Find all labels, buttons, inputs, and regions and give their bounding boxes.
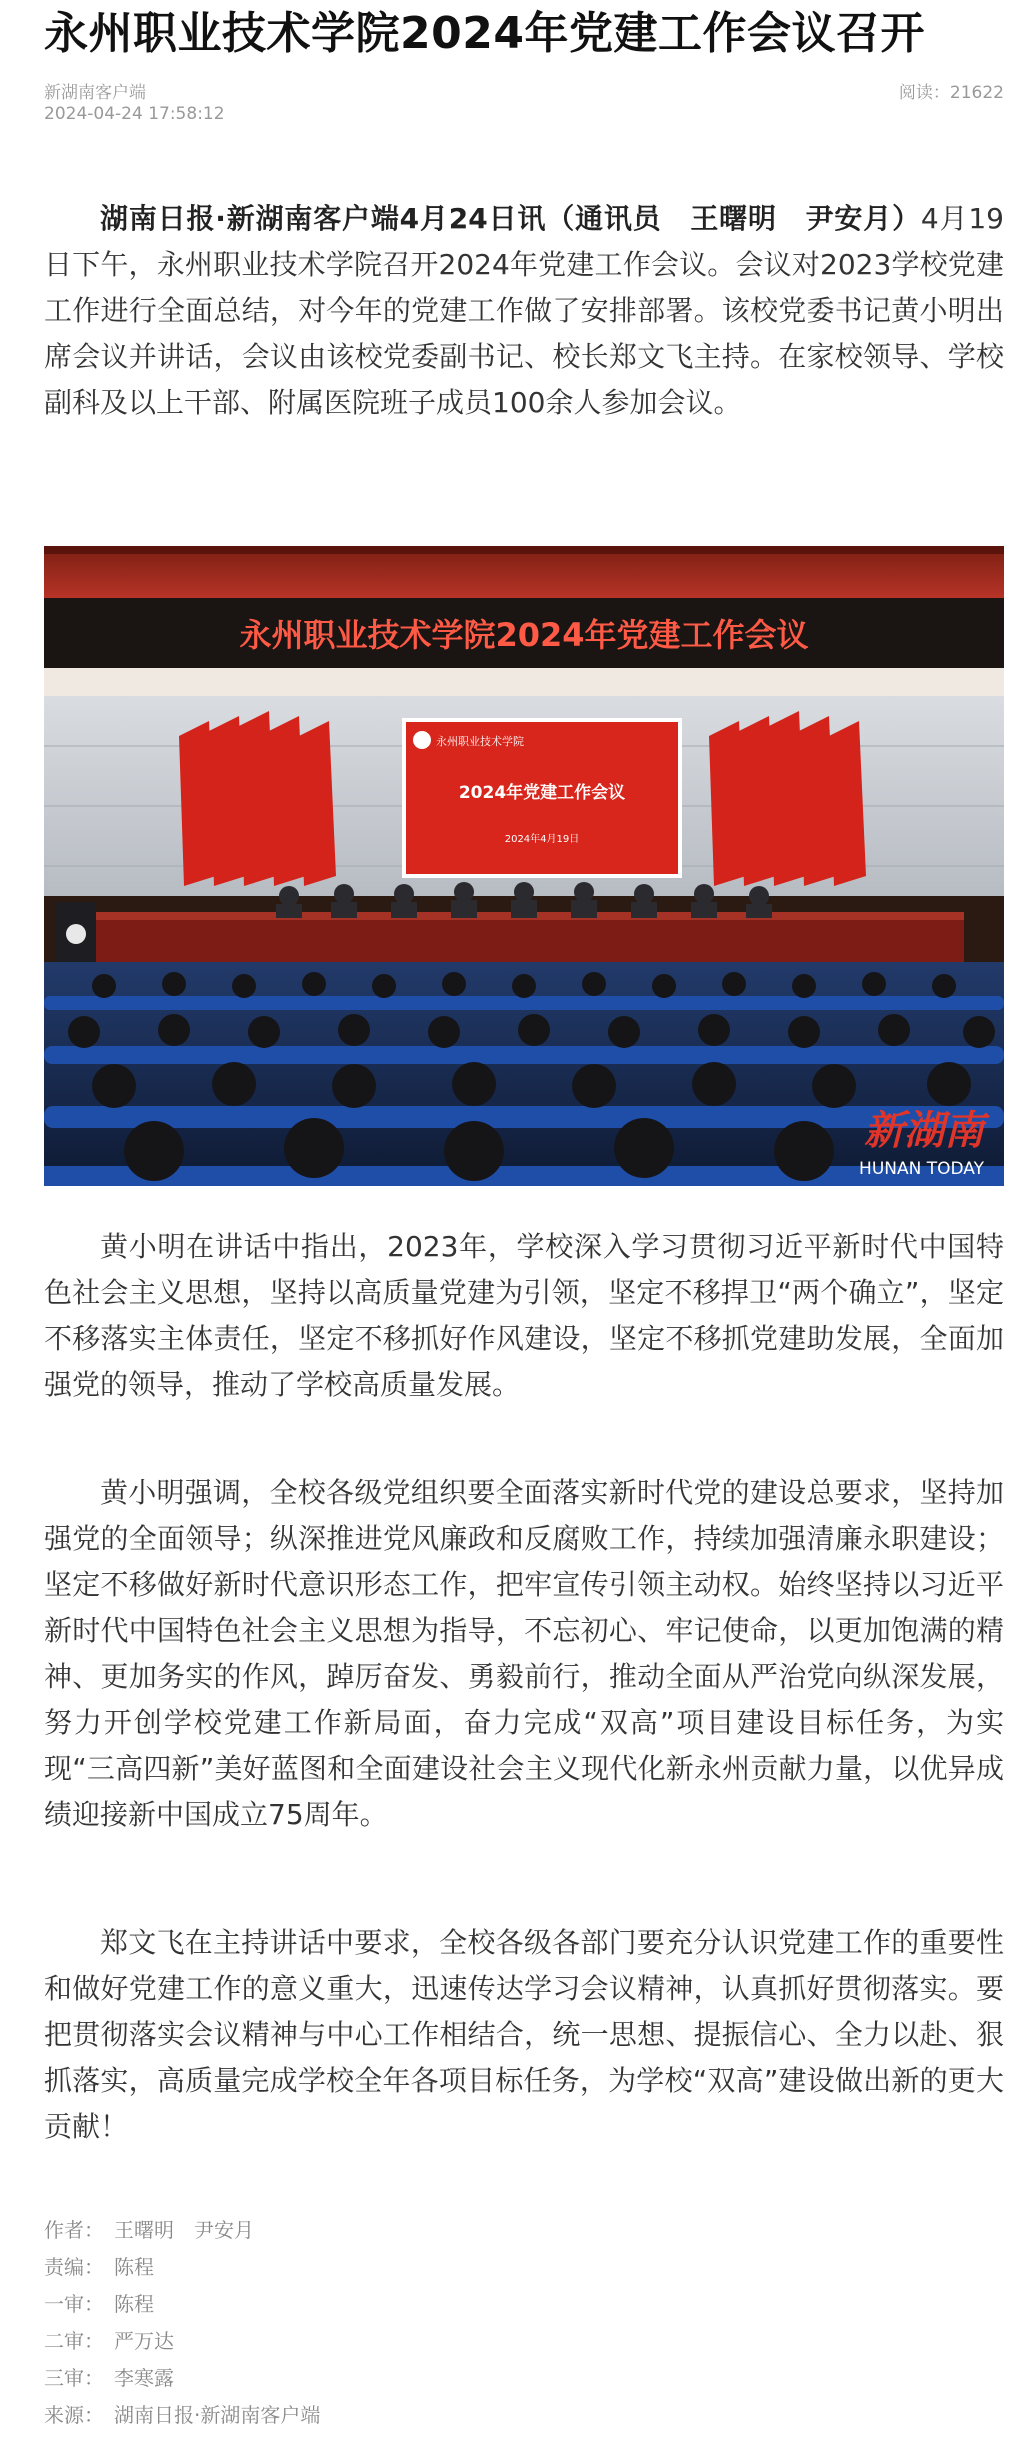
podium-table bbox=[84, 918, 964, 962]
watermark-logo: 新湖南 bbox=[864, 1107, 984, 1154]
credit-value[interactable]: 湖南日报·新湖南客户端 bbox=[114, 2403, 321, 2427]
led-banner-text: 永州职业技术学院2024年党建工作会议 bbox=[239, 616, 809, 654]
credit-label: 作者： bbox=[44, 2218, 104, 2242]
credit-value: 李寒露 bbox=[114, 2366, 174, 2390]
college-logo-icon bbox=[413, 731, 431, 749]
meeting-photo[interactable] bbox=[44, 546, 1004, 1186]
ceiling bbox=[44, 546, 1004, 606]
credit-label: 责编： bbox=[44, 2255, 104, 2279]
read-count-value: 21622 bbox=[949, 83, 1004, 103]
watermark-english: HUNAN TODAY bbox=[859, 1159, 984, 1179]
publish-time: 2024-04-24 17:58:12 bbox=[44, 104, 225, 124]
article-paragraph-3: 黄小明强调，全校各级党组织要全面落实新时代党的建设总要求，坚持加强党的全面领导；纵深推进党风廉政和反腐败工作，持续加强清廉永职建设；坚定不移做好新时代意识形态工作，把牢宣传引领主动权。始终坚持以习近平新时代中国特色社会主义思想为指导，不忘初心、牢记使命，以更加饱满的精神、更加务实的作风，踔厉奋发、勇毅前行，推动全面从严治党向纵深发展，努力开创学校党建工作新局面，奋力完成“双高”项目建设目标任务，为实现“三高四新”美好蓝图和全面建设社会主义现代化新永州贡献力量，以优异成绩迎接新中国成立75周年。 bbox=[44, 1476, 1004, 1831]
credit-label: 一审： bbox=[44, 2292, 104, 2316]
podium-officials bbox=[276, 882, 772, 918]
credit-value: 陈程 bbox=[114, 2255, 154, 2279]
credit-third-review bbox=[44, 2360, 1004, 2397]
article-paragraph-2: 黄小明在讲话中指出，2023年，学校深入学习贯彻习近平新时代中国特色社会主义思想，坚持以高质量党建为引领，坚定不移捍卫“两个确立”，坚定不移落实主体责任，坚定不移抓好作风建设，坚定不移抓党建助发展，全面加强党的领导，推动了学校高质量发展。 bbox=[44, 1230, 1004, 1401]
article-credits bbox=[44, 2212, 1004, 2434]
credit-author bbox=[44, 2212, 1004, 2249]
credit-value: 严万达 bbox=[114, 2329, 174, 2353]
dateline: 湖南日报·新湖南客户端4月24日讯（通讯员 王曙明 尹安月） bbox=[100, 202, 921, 235]
meeting-photo-illustration bbox=[44, 546, 1004, 1186]
screen-title: 2024年党建工作会议 bbox=[458, 783, 626, 803]
read-count bbox=[899, 78, 1004, 103]
credit-source bbox=[44, 2397, 1004, 2434]
read-count-label: 阅读： bbox=[898, 83, 950, 103]
red-flags-left bbox=[179, 711, 336, 886]
article-paragraph-1 bbox=[44, 196, 1004, 426]
credit-second-review bbox=[44, 2323, 1004, 2360]
screen-logo-text: 永州职业技术学院 bbox=[436, 735, 524, 748]
article-source[interactable]: 新湖南客户端 bbox=[44, 83, 146, 103]
credit-first-review bbox=[44, 2286, 1004, 2323]
paragraph-1-text: 4月19日下午，永州职业技术学院召开2024年党建工作会议。会议对2023学校党建工作进行全面总结，对今年的党建工作做了安排部署。该校党委书记黄小明出席会议并讲话，会议由该校党委副书记、校长郑文飞主持。在家校领导、学校副科及以上干部、附属医院班子成员100余人参加会议。 bbox=[44, 202, 1004, 419]
credit-label: 三审： bbox=[44, 2366, 104, 2390]
credit-value: 陈程 bbox=[114, 2292, 154, 2316]
credit-label: 来源： bbox=[44, 2403, 104, 2427]
article-paragraph-4: 郑文飞在主持讲话中要求，全校各级各部门要充分认识党建工作的重要性和做好党建工作的意义重大，迅速传达学习会议精神，认真抓好贯彻落实。要把贯彻落实会议精神与中心工作相结合，统一思想、提振信心、全力以赴、狠抓落实，高质量完成学校全年各项目标任务，为学校“双高”建设做出新的更大贡献！ bbox=[44, 1926, 1004, 2143]
credit-editor bbox=[44, 2249, 1004, 2286]
article-title: 永州职业技术学院2024年党建工作会议召开 bbox=[44, 8, 925, 59]
credit-label: 二审： bbox=[44, 2329, 104, 2353]
screen-date: 2024年4月19日 bbox=[504, 834, 580, 845]
credit-value: 王曙明 尹安月 bbox=[114, 2218, 254, 2242]
red-flags-right bbox=[709, 711, 866, 886]
